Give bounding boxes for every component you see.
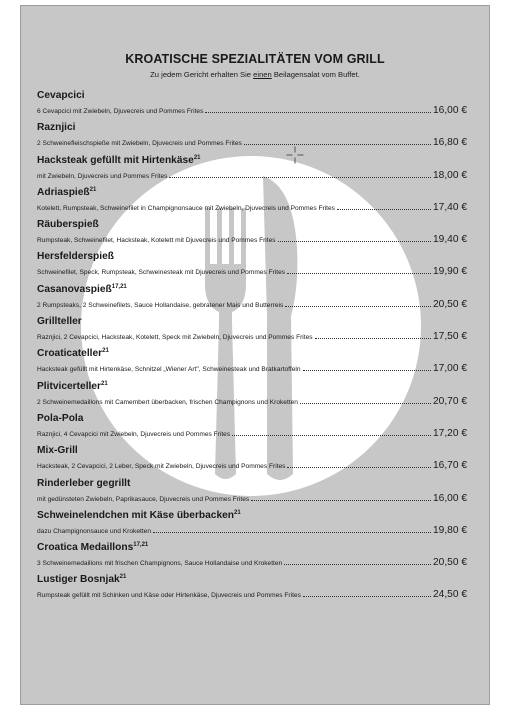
dot-leader — [285, 305, 431, 307]
menu-item-description: Rumpsteak gefüllt mit Schinken und Käse oder Hirtenkäse, Djuvecreis und Pommes Frites — [37, 592, 301, 600]
dot-leader — [303, 369, 431, 371]
menu-item-name-text: Raznjici — [37, 122, 76, 134]
menu-item-price: 17,40 € — [433, 201, 467, 213]
menu-item-description: Raznjici, 4 Cevapcici mit Zwiebeln, Djuvecreis und Pommes Frites — [37, 430, 231, 438]
menu-item-price: 18,00 € — [433, 169, 467, 181]
menu-item — [37, 348, 467, 380]
dot-leader — [303, 595, 431, 597]
menu-item-price: 16,70 € — [433, 460, 467, 472]
menu-item — [37, 478, 467, 510]
menu-item-name-text: Hersfelderspieß — [37, 251, 115, 263]
dot-leader — [337, 208, 431, 210]
menu-item — [37, 251, 467, 283]
menu-item-price: 20,50 € — [433, 298, 467, 310]
menu-page — [20, 5, 490, 705]
dot-leader — [244, 143, 431, 145]
menu-item — [37, 187, 467, 219]
allergen-footnote: 17,21 — [133, 542, 149, 549]
menu-item-name-text: Croatica Medaillons — [37, 542, 134, 554]
move-cursor-icon — [286, 146, 304, 164]
dot-leader — [169, 176, 431, 178]
dot-leader — [284, 563, 431, 565]
menu-item-name — [37, 381, 108, 392]
dot-leader — [232, 434, 431, 436]
menu-item — [37, 122, 467, 154]
menu-item — [37, 510, 467, 542]
menu-item-price: 19,90 € — [433, 266, 467, 278]
menu-item-name-text: Pola-Pola — [37, 412, 84, 424]
menu-item — [37, 90, 467, 122]
menu-item-description: 6 Cevapcici mit Zwiebeln, Djuvecreis und Pommes Frites — [37, 108, 204, 115]
allergen-footnote: 17,21 — [111, 283, 127, 290]
menu-item-name-text: Mix-Grill — [37, 445, 78, 457]
allergen-footnote: 21 — [119, 574, 127, 581]
menu-item-description: dazu Champignonsauce und Kroketten — [37, 527, 152, 535]
dot-leader — [278, 240, 431, 242]
menu-list — [37, 90, 467, 607]
menu-item-name-text: Lustiger Bosnjak — [37, 574, 120, 586]
menu-item — [37, 284, 467, 316]
menu-item-description: Rumpsteak, Schweinefilet, Hacksteak, Kotelett mit Djuvecreis und Pommes Frites — [37, 237, 276, 245]
menu-item-name-text: Räuberspieß — [37, 219, 99, 231]
menu-item — [37, 574, 467, 606]
menu-item-name — [37, 542, 148, 553]
allergen-footnote: 21 — [193, 154, 201, 161]
menu-item-name — [37, 316, 82, 327]
menu-item-name-text: Casanovaspieß — [37, 283, 112, 295]
menu-item-description: 2 Schweinefleischspieße mit Zwiebeln, Djuvecreis und Pommes Frites — [37, 140, 242, 148]
menu-item-name — [37, 284, 127, 295]
menu-item-price: 20,70 € — [433, 395, 467, 407]
menu-item-description: Hacksteak gefüllt mit Hirtenkäse, Schnitzel „Wiener Art", Schweinesteak und Bratkartoffeln — [37, 366, 301, 374]
menu-item-name-text: Schweinelendchen mit Käse überbacken — [37, 509, 235, 521]
menu-item-name — [37, 251, 114, 262]
menu-item-description: 2 Rumpsteaks, 2 Schweinefilets, Sauce Hollandaise, gebratener Mais und Butterreis — [37, 301, 284, 309]
dot-leader — [300, 402, 431, 404]
menu-item-price: 17,20 € — [433, 427, 467, 439]
menu-item-price: 19,40 € — [433, 234, 467, 246]
menu-item-price: 16,00 € — [433, 492, 467, 504]
menu-item-name-text: Rinderleber gegrillt — [37, 477, 131, 489]
menu-item-name — [37, 510, 241, 521]
menu-title: KROATISCHE SPEZIALITÄTEN VOM GRILL — [125, 52, 385, 66]
menu-item-description: mit gedünsteten Zwiebeln, Paprikasauce, Djuvecreis und Pommes Frites — [37, 495, 250, 503]
menu-item-description: Schweinefilet, Speck, Rumpsteak, Schweinesteak mit Djuvecreis und Pommes Frites — [37, 269, 286, 277]
menu-item-name — [37, 574, 126, 585]
menu-item-description: 2 Schweinemedaillons mit Camembert überbacken, frischen Champignons und Kroketten — [37, 398, 298, 406]
menu-item-name — [37, 155, 201, 166]
menu-item — [37, 413, 467, 445]
menu-item-name — [37, 413, 83, 424]
menu-item-price: 20,50 € — [433, 557, 467, 569]
menu-item-name — [37, 187, 96, 198]
menu-item-name — [37, 219, 99, 230]
menu-item-description: 3 Schweinemedaillons mit frischen Champignons, Sauce Hollandaise und Kroketten — [37, 560, 283, 568]
menu-item — [37, 445, 467, 477]
allergen-footnote: 21 — [102, 348, 109, 355]
menu-item-description: Raznjici, 2 Cevapcici, Hacksteak, Kotelett, Speck mit Zwiebeln, Djuvecreis und Pommes Frites — [37, 334, 313, 342]
dot-leader — [315, 337, 431, 339]
menu-item-name-text: Cevapcici — [37, 90, 85, 101]
menu-item — [37, 381, 467, 413]
dot-leader — [287, 466, 431, 468]
menu-item-price: 17,50 € — [433, 331, 467, 343]
menu-item — [37, 316, 467, 348]
dot-leader — [205, 111, 431, 113]
menu-item-description: Kotelett, Rumpsteak, Schweinefilet in Champignonsauce mit Zwiebeln, Djuvecreis und Pommes Frites — [37, 204, 335, 212]
menu-item-price: 24,50 € — [433, 589, 467, 601]
menu-item — [37, 542, 467, 574]
menu-item-price: 19,80 € — [433, 524, 467, 536]
menu-item-name — [37, 478, 130, 489]
allergen-footnote: 21 — [101, 380, 108, 387]
menu-subtitle: Zu jedem Gericht erhalten Sie einen Beilagensalat vom Buffet. — [150, 70, 360, 79]
menu-item-price: 16,00 € — [433, 105, 467, 116]
menu-item-name-text: Hacksteak gefüllt mit Hirtenkäse — [37, 154, 194, 166]
allergen-footnote: 21 — [234, 509, 241, 516]
menu-item — [37, 155, 467, 187]
dot-leader — [251, 499, 431, 501]
menu-item-description: mit Zwiebeln, Djuvecreis und Pommes Frites — [37, 172, 168, 180]
dot-leader — [287, 272, 431, 274]
dot-leader — [153, 531, 431, 533]
menu-item-price: 16,80 € — [433, 137, 467, 149]
menu-item-name — [37, 445, 78, 456]
menu-item-name-text: Grillteller — [37, 316, 82, 328]
menu-item-name — [37, 122, 76, 133]
menu-item-name-text: Croaticateller — [37, 348, 103, 360]
menu-item-name — [37, 90, 85, 101]
menu-item-name — [37, 348, 109, 359]
menu-item-price: 17,00 € — [433, 363, 467, 375]
menu-item-name-text: Adriaspieß — [37, 186, 90, 198]
menu-item-description: Hacksteak, 2 Cevapcici, 2 Leber, Speck mit Zwiebeln, Djuvecreis und Pommes Frites — [37, 463, 286, 471]
allergen-footnote: 21 — [89, 186, 97, 193]
menu-item-name-text: Plitvicerteller — [37, 380, 101, 392]
menu-item — [37, 219, 467, 251]
